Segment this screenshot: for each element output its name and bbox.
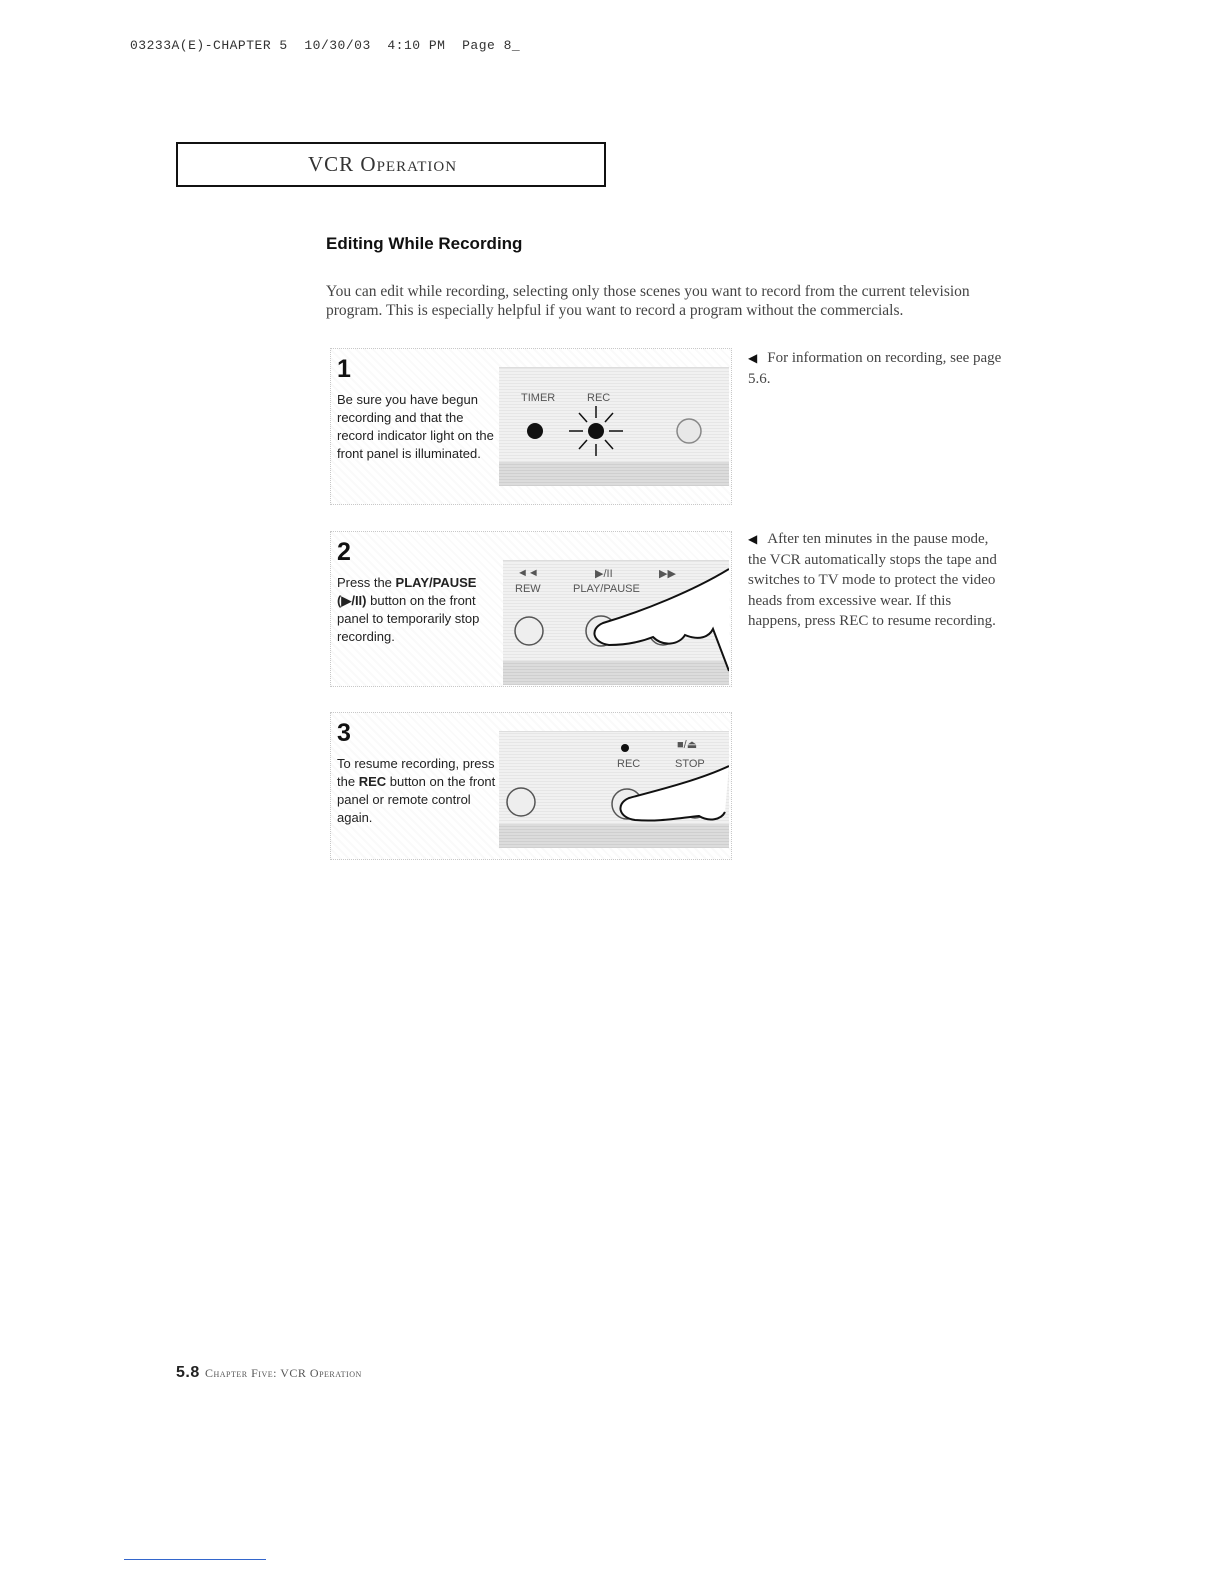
rec-label-3: REC: [617, 758, 641, 770]
left-button-icon: [507, 788, 535, 816]
page-number: 5.8: [176, 1364, 200, 1381]
step-1-number: 1: [337, 355, 351, 383]
finger-press-illustration-3: [499, 732, 729, 848]
pointing-finger-icon: [594, 569, 729, 671]
step-1-panel: [330, 348, 732, 505]
pointer-arrow-icon: ◀: [748, 351, 758, 365]
slug-file: 03233A(E)-CHAPTER 5: [130, 38, 288, 53]
stop-label: STOP: [675, 758, 705, 770]
chapter-title: VCR Operation: [308, 152, 458, 176]
rec-indicator-icon: [588, 423, 604, 439]
note-recording-info: ◀ For information on recording, see page 5.6.: [748, 350, 1002, 387]
step-3-number: 3: [337, 719, 351, 747]
stop-eject-symbol: ■/⏏: [677, 739, 698, 751]
ff-symbol: ▶▶: [659, 568, 676, 580]
front-panel-illustration-1: [499, 367, 729, 486]
play-pause-symbol: ▶/II: [595, 568, 613, 580]
finger-press-illustration-2: [503, 561, 729, 685]
pointer-arrow-icon: ◀: [748, 532, 758, 546]
chapter-header-box: [176, 142, 606, 187]
slug-time: 4:10 PM: [387, 38, 446, 53]
step-1-text: Be sure you have begun recording and that the record indicator light on the front panel is illuminated.: [337, 392, 494, 461]
rew-button-icon: [515, 617, 543, 645]
step-2-text: Press the PLAY/PAUSE (▶/II) button on the front panel to temporarily stop recording.: [337, 575, 480, 644]
front-panel-illustration-2: [503, 560, 729, 685]
intro-paragraph: You can edit while recording, selecting only those scenes you want to record from the current television program. This is especially helpful if you want to record a program without the commercials.: [326, 283, 970, 319]
footer-chapter: Chapter Five: VCR Operation: [205, 1366, 362, 1380]
front-panel-illustration-3: [499, 731, 729, 848]
rec-label: REC: [587, 392, 611, 404]
step-3-panel: [330, 712, 732, 860]
slug-page: Page 8_: [462, 38, 521, 53]
rew-label: REW: [515, 583, 541, 595]
play-pause-label: PLAY/PAUSE: [573, 583, 640, 595]
note-pause-mode: ◀ After ten minutes in the pause mode, the VCR automatically stops the tape and switches to TV mode to protect the video heads from excessive wear. If this happens, press REC to resume recording.: [748, 531, 997, 629]
rew-symbol: ◄◄: [517, 567, 539, 579]
timer-indicator-icon: [527, 423, 543, 439]
bottom-rule: [124, 1559, 266, 1560]
step-3-text: To resume recording, press the REC button on the front panel or remote control again.: [337, 756, 496, 825]
print-slug: [130, 38, 520, 53]
round-button-icon: [677, 419, 701, 443]
rec-indicator-illustration: [499, 368, 729, 486]
section-title: Editing While Recording: [326, 234, 523, 253]
step-2-panel: [330, 531, 732, 687]
rec-dot-icon: [621, 744, 629, 752]
slug-date: 10/30/03: [304, 38, 371, 53]
timer-label: TIMER: [521, 392, 556, 404]
page-footer: [176, 1364, 362, 1382]
step-2-number: 2: [337, 538, 351, 566]
